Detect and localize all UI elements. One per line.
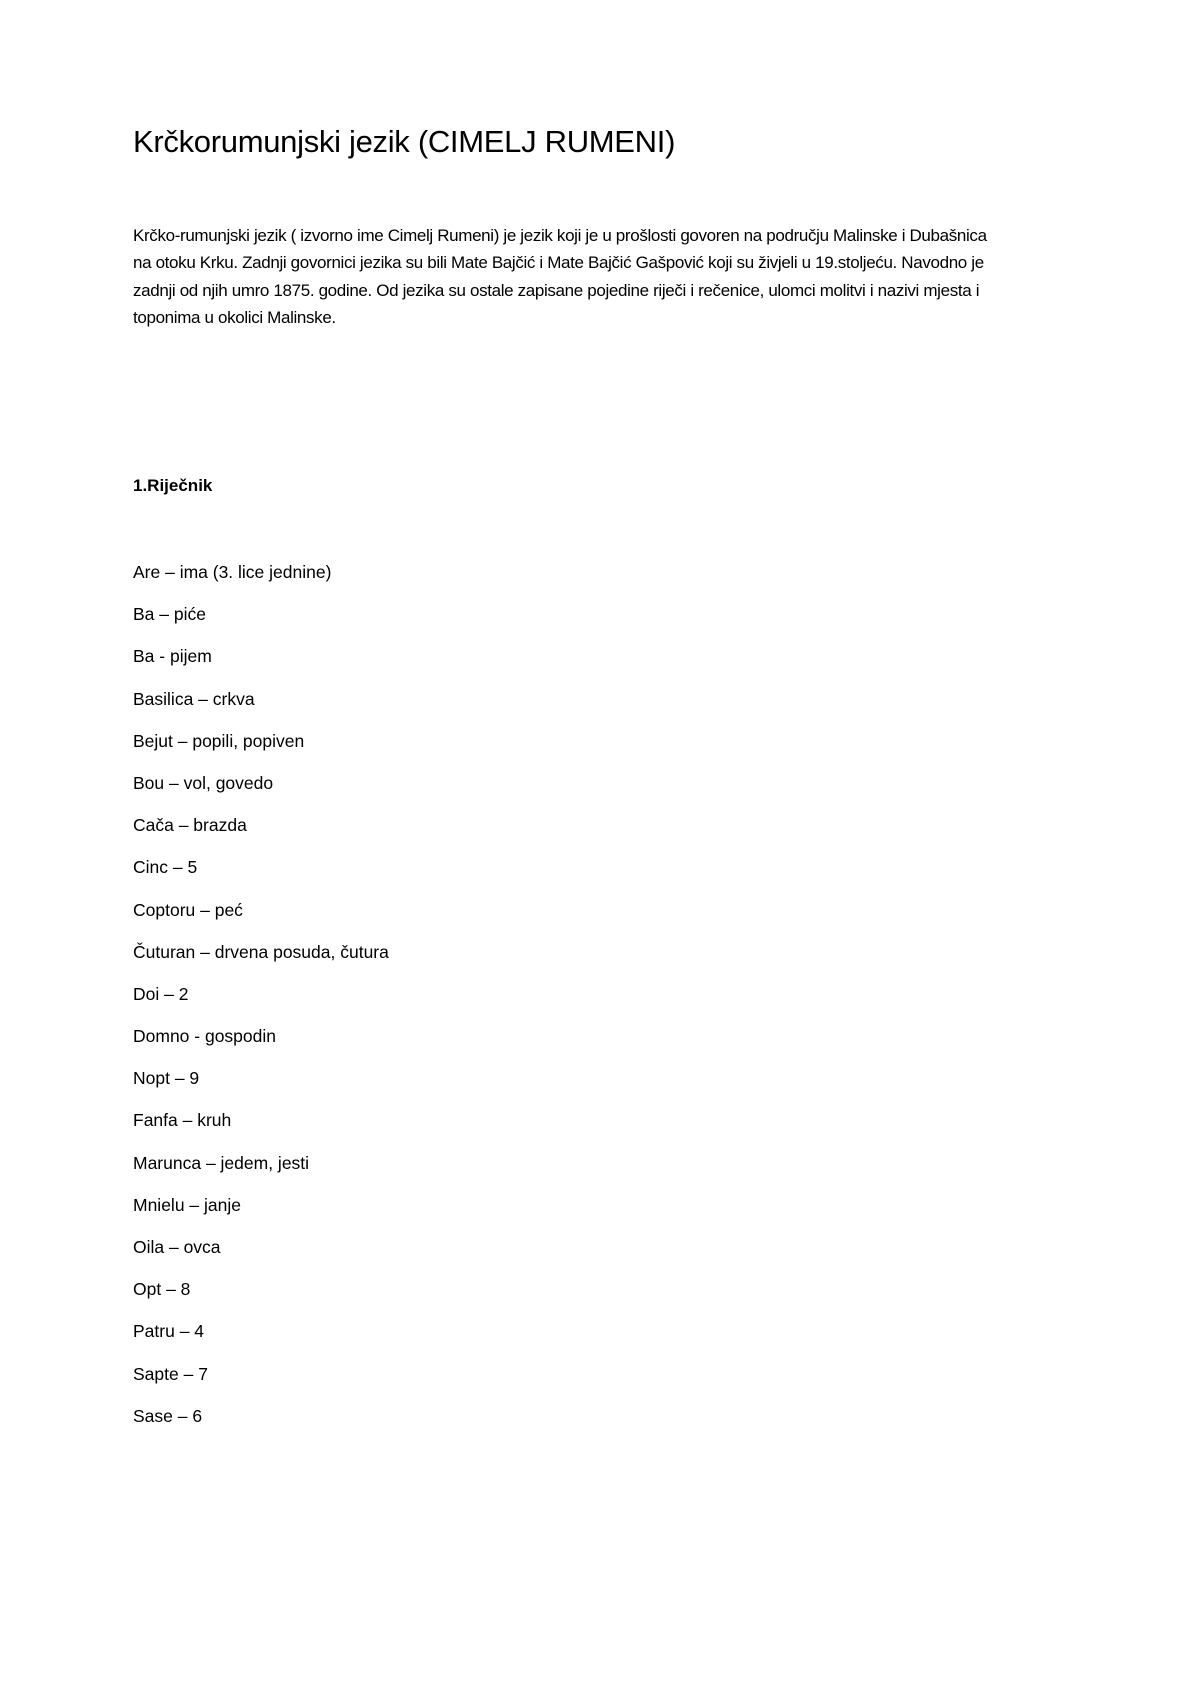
dictionary-list [133,560,389,1446]
dictionary-entry: Doi – 2 [133,983,189,1004]
dictionary-entry: Oila – ovca [133,1237,221,1257]
dictionary-entry: Are – ima (3. lice jednine) [133,562,332,582]
dictionary-entry: Čuturan – drvena posuda, čutura [133,941,389,962]
section-heading: 1.Riječnik [133,476,213,495]
dictionary-entry: Patru – 4 [133,1321,205,1342]
dictionary-entry: Basilica – crkva [133,688,255,709]
dictionary-entry: Cinc – 5 [133,857,198,878]
dictionary-entry: Mnielu – janje [133,1194,241,1215]
intro-paragraph: Krčko-rumunjski jezik ( izvorno ime Cimelj Rumeni) je jezik koji je u prošlosti govoren na području Malinske i Dubašnica na otoku Krku. Zadnji govornici jezika su bili Mate Bajčić i Mate Bajčić Gašpović koji su živjeli u 19.stoljeću. Navodno je zadnji od njih umro 1875. godine. Od jezika su ostale zapisane pojedine riječi i rečenice, ulomci molitvi i nazivi mjesta i toponima u okolici Malinske. [133,226,987,327]
dictionary-entry: Domno - gospodin [133,1026,276,1047]
dictionary-entry: Coptoru – peć [133,899,243,920]
dictionary-entry: Cača – brazda [133,815,247,836]
dictionary-entry: Marunca – jedem, jesti [133,1152,310,1173]
dictionary-entry: Ba – piće [133,604,206,625]
dictionary-entry: Ba - pijem [133,646,212,667]
dictionary-entry: Bou – vol, govedo [133,772,274,793]
dictionary-entry: Nopt – 9 [133,1068,200,1089]
dictionary-entry: Fanfa – kruh [133,1110,232,1131]
dictionary-entry: Opt – 8 [133,1279,191,1300]
dictionary-entry: Sapte – 7 [133,1363,208,1384]
dictionary-entry: Sase – 6 [133,1405,203,1426]
document-title: Krčkorumunjski jezik (CIMELJ RUMENI) [133,124,676,159]
dictionary-entry: Bejut – popili, popiven [133,730,305,751]
